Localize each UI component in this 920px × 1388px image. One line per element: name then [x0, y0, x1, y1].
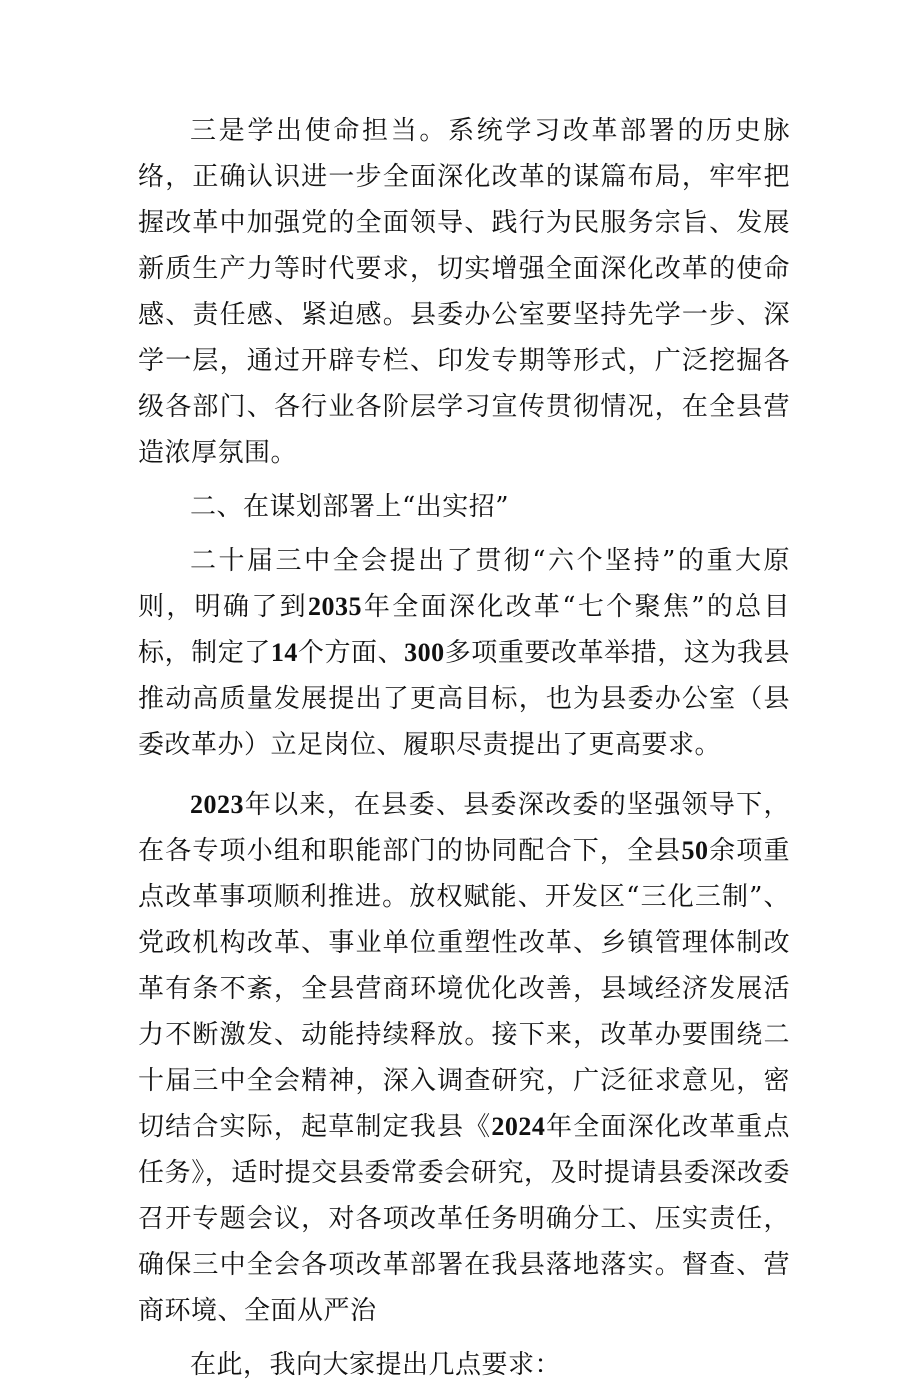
number-50: 50: [681, 836, 709, 865]
text-run: 年全面深化改革“七个聚焦”的总目标，制定了: [138, 592, 790, 668]
text-run: 年以来，在县委、县委深改委的坚强领导下，在各专项小组和职能部门的协同配合下，全县: [138, 790, 790, 866]
number-300: 300: [404, 638, 445, 667]
text-run: 二十届三中全会提出了贯彻“六个坚持”的重大原则，明确了到: [138, 546, 790, 622]
text-run: 年全面深化改革重点任务》，适时提交县委常委会研究，及时提请县委深改委召开专题会议，对各项改革任务明确分工、压实责任，确保三中全会各项改革部署在我县落地落实。督查、营商环境、全面从严治: [138, 1112, 790, 1326]
text-run: 多项重要改革举措，这为我县推动高质量发展提出了更高目标，也为县委办公室（县委改革办）立足岗位、履职尽责提出了更高要求。: [138, 638, 790, 760]
number-14: 14: [270, 638, 298, 667]
section-heading: 二、在谋划部署上“出实招”: [190, 492, 510, 522]
text-run: 个方面、: [297, 638, 405, 668]
paragraph-plenary: [138, 538, 790, 768]
text-run: 余项重点改革事项顺利推进。放权赋能、开发区“三化三制”、党政机构改革、事业单位重塑性改革、乡镇管理体制改革有条不紊，全县营商环境优化改善，县域经济发展活力不断激发、动能持续释放。接下来，改革办要围绕二十届三中全会精神，深入调查研究，广泛征求意见，密切结合实际，起草制定我县《: [138, 836, 790, 1142]
paragraph-mission: 三是学出使命担当。系统学习改革部署的历史脉络，正确认识进一步全面深化改革的谋篇布局，牢牢把握改革中加强党的全面领导、践行为民服务宗旨、发展新质生产力等时代要求，切实增强全面深化改革的使命感、责任感、紧迫感。县委办公室要坚持先学一步、深学一层，通过开辟专栏、印发专期等形式，广泛挖掘各级各部门、各行业各阶层学习宣传贯彻情况，在全县营造浓厚氛围。: [138, 116, 790, 468]
number-2023: 2023: [190, 790, 244, 819]
number-2024: 2024: [491, 1112, 546, 1141]
paragraph-requirements: 在此，我向大家提出几点要求：: [190, 1350, 562, 1380]
paragraph-progress: [138, 782, 790, 1334]
number-2035: 2035: [308, 592, 363, 621]
